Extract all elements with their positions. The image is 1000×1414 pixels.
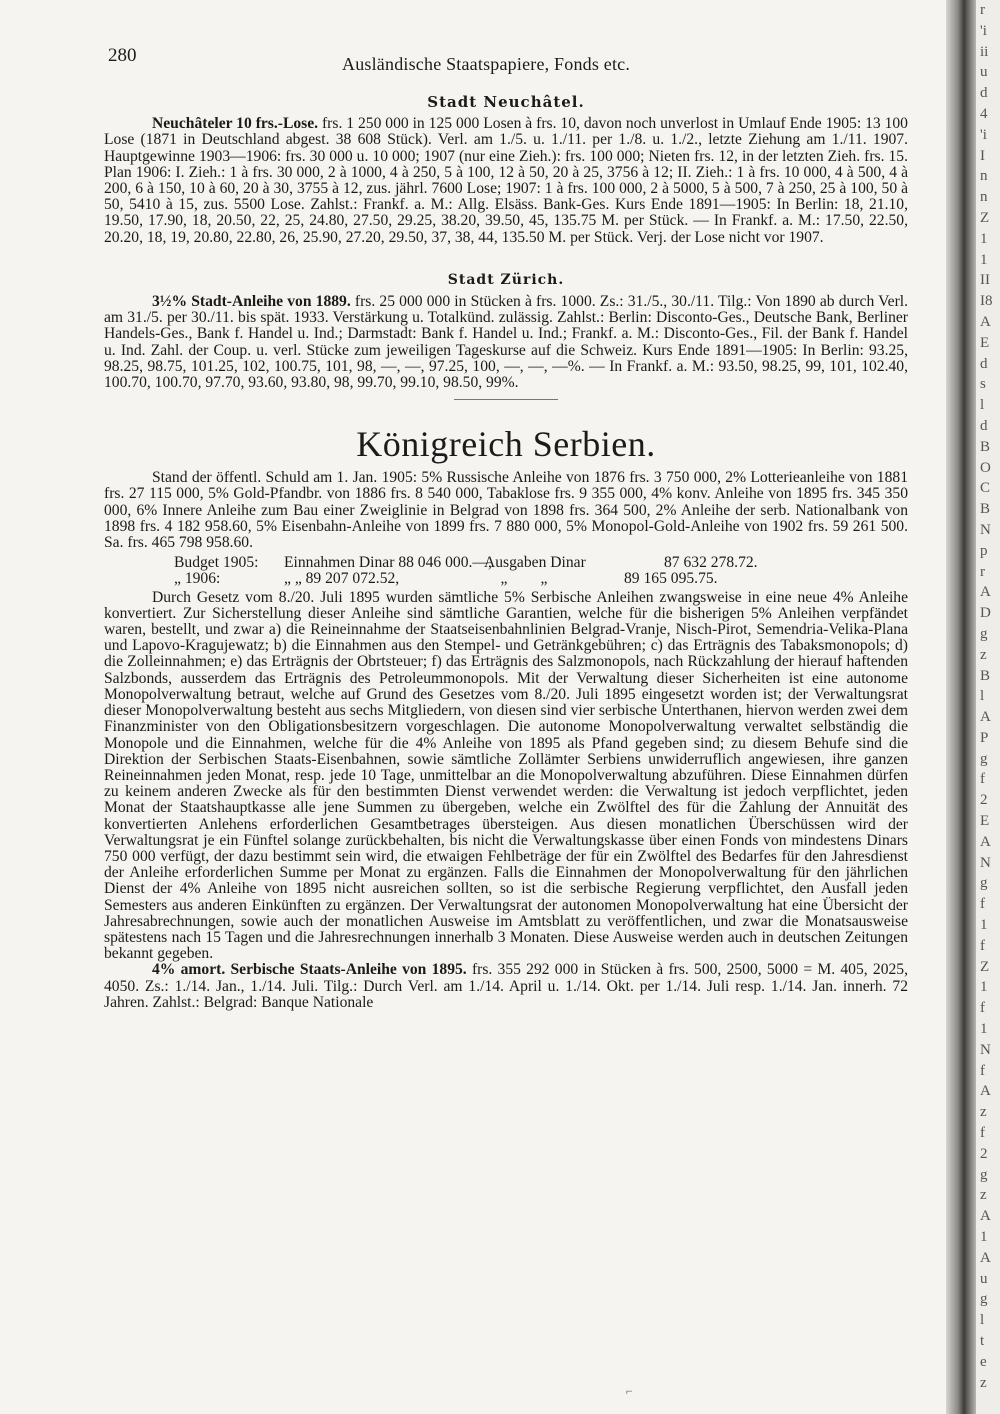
next-page-glyph: f bbox=[980, 937, 985, 954]
next-page-glyph: B bbox=[980, 667, 991, 684]
zuerich-lead: 3½% Stadt-Anleihe von 1889. bbox=[152, 293, 351, 311]
page-content bbox=[104, 45, 909, 1011]
section-divider bbox=[454, 399, 558, 400]
next-page-glyph: D bbox=[980, 605, 991, 622]
next-page-glyph: p bbox=[980, 542, 988, 559]
next-page-glyph: f bbox=[980, 1062, 985, 1079]
next-page-glyph: 1 bbox=[980, 230, 988, 247]
next-page-glyph: I bbox=[980, 147, 985, 164]
next-page-glyph: g bbox=[980, 625, 988, 642]
budget-income: „ „ 89 207 072.52, bbox=[284, 570, 400, 588]
next-page-glyph: z bbox=[980, 1104, 987, 1121]
zuerich-body: frs. 25 000 000 in Stücken à frs. 1000. Zs.: 31./5., 30./11. Tilg.: Von 1890 ab durch Verl. am 31./5. per 30./11. bis spät. 1933. Verstärkung u. Totalkünd. zulässig. Zahlst.: Berlin: Disconto-Ges., Deutsche Bank, Berliner Handels-Ges., Bank f. Handel u. Ind.; Darmstadt: Bank f. Handel u. Ind.; Frankf. a. M.: Disconto-Ges., Fil. der Bank f. Handel u. Ind. Zahl. der Coup. u. verl. Stücke zum jeweiligen Tageskurse auf die Schweiz. Kurs Ende 1891—1905: In Berlin: 93.25, 98.25, 98.75, 101.25, 102, 100.75, 101, 98, —, —, 97.25, 100, —, —, —%. — In Frankf. a. M.: 93.50, 98.25, 99, 101, 102.40, 100.70, 100.70, 97.70, 93.60, 93.80, 98, 99.70, 99.10, 98.50, 99%. bbox=[104, 293, 909, 392]
next-page-glyph: 4 bbox=[980, 105, 988, 122]
next-page-glyph: 1 bbox=[980, 979, 988, 996]
country-title: Königreich Serbien. bbox=[356, 424, 656, 465]
page-number: 280 bbox=[108, 45, 137, 66]
next-page-glyph: ii bbox=[980, 43, 989, 60]
next-page-glyph: l bbox=[980, 397, 985, 414]
next-page-glyph: n bbox=[980, 168, 988, 185]
next-page-glyph: g bbox=[980, 1166, 988, 1183]
next-page-glyph: 'i bbox=[980, 22, 987, 39]
budget-table bbox=[104, 555, 908, 587]
next-page-glyph: z bbox=[980, 1374, 987, 1391]
next-page-glyph: 1 bbox=[980, 1229, 988, 1246]
neuchatel-body: frs. 1 250 000 in 125 000 Losen à frs. 10, davon noch unverlost in Umlauf Ende 1905: 13 100 Lose (1871 in Deutschland abgest. 38 608 Stück). Verl. am 1./5. u. 1./11. per 1./8. u. 1./2., letzte Ziehung am 1./11. 1907. Hauptgewinne 1903—1906: frs. 30 000 u. 10 000; 1907 (nur eine Zieh.): frs. 100 000; Nieten frs. 12, in der letzten Zieh. frs. 15. Plan 1906: I. Zieh.: 1 à frs. 30 000, 2 à 1000, 4 à 250, 5 à 100, 12 à 50, 20 à 25, 3756 à 12; II. Zieh.: 1 à frs. 10 000, 4 à 500, 4 à 200, 6 à 150, 10 à 60, 20 à 30, 3755 à 12, zus. jährl. 7600 Lose; 1907: 1 à frs. 100 000, 2 à 5000, 5 à 500, 7 à 250, 25 à 100, 50 à 50, 5410 à 15, zus. 5500 Lose. Zahlst.: Frankf. a. M.: Allg. Elsäss. Bank-Ges. Kurs Ende 1891—1905: In Berlin: 18, 21.10, 19.50, 17.90, 18, 20.50, 22, 25, 24.80, 27.50, 29.25, 38.20, 39.50, 45, 135.75 M. per Stück. — In Frankf. a. M.: 17.50, 22.50, 20.20, 18, 19, 20.80, 22.80, 26, 25.90, 27.20, 29.50, 37, 38, 44, 135.50 M. per Stück. Verj. der Lose nicht vor 1907. bbox=[104, 115, 908, 246]
law-paragraph: Durch Gesetz vom 8./20. Juli 1895 wurden sämtliche 5% Serbische Anleihen zwangsweise in eine neue 4% Anleihe konvertiert. Zur Sicherstellung dieser Anleihe sind sämtliche Garantien, welche für die bisherigen 5% Anleihen verpfändet waren, bestellt, und zwar a) die Reineinnahme der Staatseisenbahnlinien Belgrad-Vranje, Nisch-Pirot, Semendria-Velika-Plana und Lapovo-Kragujewatz; b) die Einnahmen aus den Stempel- und Getränkgebühren; c) das Erträgnis des Tabaksmonopols; d) die Zolleinnahmen; e) das Erträgnis der Obrtsteuer; f) das Erträgnis des Salzmonopols, nach Rückzahlung der hierauf haftenden Salzbonds, ausserdem das Erträgnis des Petroleummonopols. Mit der Verwaltung dieser Sicherheiten ist eine autonome Monopolverwaltung betraut, welche auf Grund des Gesetzes vom 8./20. Juli 1895 eingesetzt worden ist; der Verwaltungsrat dieser Monopolverwaltung besteht aus sechs Mitgliedern, von diesen sind vier serbische Unterthanen, hiervon werden zwei dem Finanzminister von den Obligationsbesitzern vorgeschlagen. Die autonome Monopolverwaltung verwaltet selbständig die Monopole und die Einnahmen, welche für die 4% Anleihe von 1895 als Pfand gegeben sind; zu diesem Behufe sind die Direktion der Serbischen Staats-Eisenbahnen, sowie sämtliche Zollämter Serbiens unwiderruflich angewiesen, ihre ganzen Reineinnahmen jeden Monat, resp. jede 10 Tage, unmittelbar an die Monopolverwaltung abzuführen. Diese Einnahmen dürfen zu keinem anderen Zwecke als für den bestimmten Dienst verwendet werden: die Verwaltung ist jedoch verpflichtet, jeden Monat der Staatshauptkasse alle jene Summen zu übergeben, welche ein Zwölftel des für die Zahlung der Annuität des konvertierten Anlehens erforderlichen Gesamtbetrages übersteigen. Aus diesen monatlichen Überschüssen wird der Verwaltungsrat je ein Fünftel solange zurückbehalten, bis nicht die Verwaltungskasse über einen Fonds von mindestens Dinars 750 000 verfügt, der dazu bestimmt sein wird, die etwaigen Fehlbeträge der für ein Zwölftel des Bedarfes für den Jahresdienst der Anleihe erforderlichen Summe per Monat zu ergänzen. Falls die Einnahmen der Monopolverwaltung für den jährlichen Dienst der 4% Anleihe von 1895 nicht ausreichen sollten, so ist die serbische Regierung verpflichtet, den Ausfall jeden Semesters aus anderen Einkünften zu ergänzen. Der Verwaltungsrat der autonomen Monopolverwaltung hat eine Übersicht der Jahresabrechnungen, sowie auch der monatlichen Ausweise im Amtsblatt zu veröffentlichen, und zwar die Monatsausweise spätestens nach 15 Tagen und die Jahresrechnungen innerhalb 3 Monaten. Diese Ausweise werden auch in deutschen Zeitungen bekannt gegeben. bbox=[104, 588, 908, 963]
next-page-glyph: l bbox=[980, 688, 985, 705]
next-page-glyph: g bbox=[980, 875, 988, 892]
budget-expense-prefix: „ bbox=[500, 570, 508, 588]
next-page-glyph: O bbox=[980, 459, 991, 476]
next-page-glyph: N bbox=[980, 1041, 991, 1058]
next-page-glyph: N bbox=[980, 854, 991, 871]
next-page-glyph: z bbox=[980, 1187, 987, 1204]
zuerich-paragraph bbox=[104, 294, 908, 391]
next-page-glyph: z bbox=[980, 646, 987, 663]
next-page-glyph: t bbox=[980, 1333, 985, 1349]
next-page-glyph: I8 bbox=[980, 293, 993, 310]
print-mark: ⌐ bbox=[626, 1384, 633, 1398]
next-page-glyph: g bbox=[980, 750, 988, 767]
next-page-glyph: A bbox=[980, 1083, 991, 1100]
budget-expense-prefix: Ausgaben Dinar bbox=[484, 554, 586, 572]
next-page-edge bbox=[976, 0, 1000, 1414]
next-page-glyph: r bbox=[980, 2, 985, 18]
running-head-title: Ausländische Staatspapiere, Fonds etc. bbox=[342, 54, 631, 74]
next-page-glyph: B bbox=[980, 438, 991, 455]
budget-income: Einnahmen Dinar 88 046 000.—, bbox=[284, 554, 492, 572]
next-page-glyph: E bbox=[980, 813, 990, 830]
next-page-glyph: 1 bbox=[980, 251, 988, 268]
section-title-zuerich: Stadt Zürich. bbox=[447, 271, 565, 288]
debt-paragraph: Stand der öffentl. Schuld am 1. Jan. 1905: 5% Russische Anleihe von 1876 frs. 3 750 000, 2% Lotterieanleihe von 1881 frs. 27 115 000, 5% Gold-Pfandbr. von 1886 frs. 8 540 000, Tabaklose frs. 9 355 000, 4% konv. Anleihe von 1895 frs. 345 350 000, 6% Innere Anleihe zum Bau einer Zweiglinie in Belgrad von 1898 frs. 364 500, 2% Anleihe der serb. Nationalbank von 1898 frs. 4 182 958.60, 5% Eisenbahn-Anleihe von 1899 frs. 7 880 000, 5% Monopol-Gold-Anleihe von 1902 frs. 59 261 500. Sa. frs. 465 798 958.60. bbox=[104, 469, 908, 552]
next-page-glyph: u bbox=[980, 64, 988, 81]
next-page-glyph: B bbox=[980, 501, 991, 518]
budget-row-1906 bbox=[174, 571, 908, 587]
loan-lead: 4% amort. Serbische Staats-Anleihe von 1895. bbox=[152, 961, 467, 979]
next-page-glyph: Z bbox=[980, 958, 990, 975]
next-page-glyph: e bbox=[980, 1353, 987, 1370]
next-page-glyph: n bbox=[980, 189, 988, 206]
loan-body: frs. 355 292 000 in Stücken à frs. 500, 2500, 5000 = M. 405, 2025, 4050. Zs.: 1./14. Jan., 1./14. Juli. Tilg.: Durch Verl. am 1./14. April u. 1./14. Okt. per 1./14. Juli resp. 1./14. Jan. innerh. 72 Jahren. Zahlst.: Belgrad: Banque Nationale bbox=[104, 961, 908, 1011]
next-page-glyph: N bbox=[980, 521, 991, 538]
next-page-glyph: f bbox=[980, 1125, 985, 1142]
budget-expense-value: 87 632 278.72. bbox=[664, 554, 758, 572]
section-title-neuchatel: Stadt Neuchâtel. bbox=[427, 93, 585, 111]
next-page-glyph: C bbox=[980, 480, 991, 497]
next-page-glyph: s bbox=[980, 376, 986, 393]
next-page-glyph: 1 bbox=[980, 917, 988, 934]
next-page-glyph: 'i bbox=[980, 126, 987, 143]
budget-row-1905 bbox=[174, 555, 908, 571]
next-page-glyph: P bbox=[980, 729, 989, 746]
next-page-glyph: A bbox=[980, 709, 991, 726]
next-page-glyph: f bbox=[980, 771, 985, 788]
next-page-glyph: A bbox=[980, 313, 991, 330]
neuchatel-lead: Neuchâteler 10 frs.-Lose. bbox=[152, 115, 319, 133]
next-page-glyph: d bbox=[980, 355, 988, 372]
next-page-glyph: A bbox=[980, 584, 991, 601]
next-page-glyph: f bbox=[980, 1000, 985, 1017]
next-page-glyph: 2 bbox=[980, 1145, 988, 1162]
next-page-glyph: f bbox=[980, 896, 985, 913]
next-page-glyph: 2 bbox=[980, 792, 988, 809]
next-page-glyph: d bbox=[980, 417, 988, 434]
budget-label: „ 1906: bbox=[174, 570, 221, 588]
next-page-glyph: A bbox=[980, 1249, 991, 1266]
next-page-glyph: A bbox=[980, 1208, 991, 1225]
neuchatel-paragraph bbox=[104, 116, 908, 246]
next-page-glyph: r bbox=[980, 563, 985, 580]
running-head bbox=[104, 45, 908, 84]
next-page-glyph: d bbox=[980, 85, 988, 102]
next-page-glyph: Z bbox=[980, 209, 990, 226]
book-spine bbox=[946, 0, 976, 1414]
loan-paragraph bbox=[104, 962, 908, 1011]
next-page-glyph: A bbox=[980, 833, 991, 850]
next-page-glyph: u bbox=[980, 1270, 988, 1287]
next-page-glyph: E bbox=[980, 334, 990, 351]
next-page-glyph: 1 bbox=[980, 1021, 988, 1038]
budget-separator: „ bbox=[540, 570, 548, 588]
budget-expense-value: 89 165 095.75. bbox=[624, 570, 718, 588]
next-page-glyph: l bbox=[980, 1312, 985, 1329]
budget-label: Budget 1905: bbox=[174, 554, 259, 572]
next-page-glyph: II bbox=[980, 272, 990, 289]
next-page-glyph: g bbox=[980, 1291, 988, 1308]
